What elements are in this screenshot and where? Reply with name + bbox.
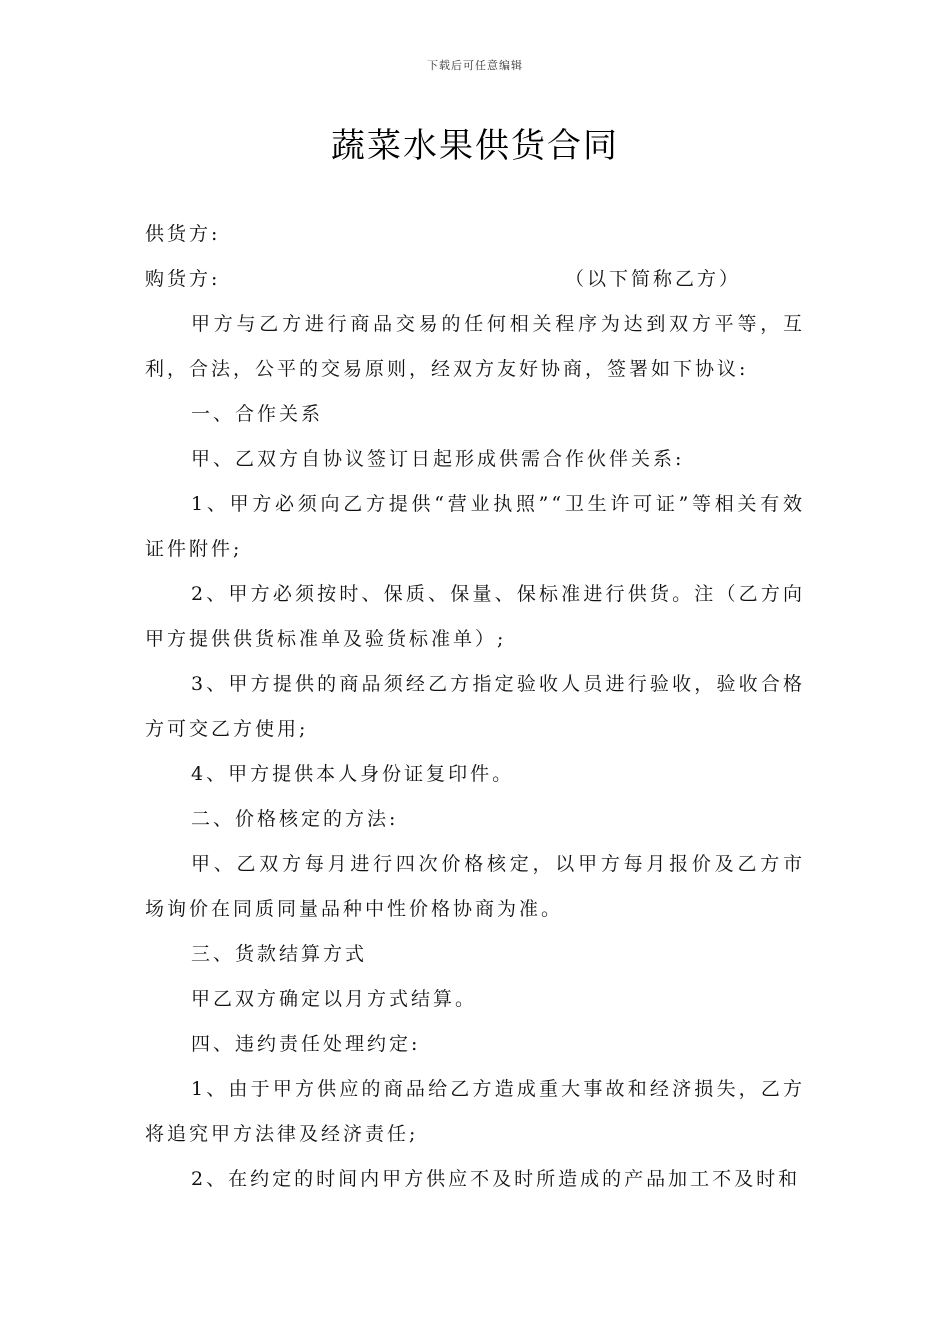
document-title: 蔬菜水果供货合同	[331, 126, 619, 166]
section-heading-liability: 四、违约责任处理约定:	[191, 1033, 421, 1055]
clause-paragraph: 1、由于甲方供应的商品给乙方造成重大事故和经济损失，乙方将追究甲方法律及经济责任;	[145, 1078, 805, 1145]
buyer-label: 购货方:	[145, 268, 221, 290]
clause-paragraph: 甲乙双方确定以月方式结算。	[191, 988, 478, 1010]
intro-paragraph: 甲方与乙方进行商品交易的任何相关程序为达到双方平等，互利，合法，公平的交易原则，经双方友好协商，签署如下协议:	[145, 313, 805, 380]
clause-paragraph: 1、甲方必须向乙方提供“营业执照”“卫生许可证”等相关有效证件附件;	[145, 493, 805, 560]
clause-paragraph: 2、在约定的时间内甲方供应不及时所造成的产品加工不及时和	[191, 1168, 801, 1190]
section-heading-pricing: 二、价格核定的方法:	[191, 808, 399, 830]
section-heading-settlement: 三、货款结算方式	[191, 943, 368, 965]
clause-paragraph: 甲、乙双方自协议签订日起形成供需合作伙伴关系:	[191, 448, 685, 470]
clause-paragraph: 4、甲方提供本人身份证复印件。	[191, 763, 515, 785]
supplier-line: 供货方:	[145, 223, 221, 245]
buyer-note: （以下简称乙方）	[565, 268, 742, 290]
buyer-line	[145, 257, 805, 302]
page-header-note: 下载后可任意编辑	[427, 59, 523, 72]
section-heading-cooperation: 一、合作关系	[191, 403, 324, 425]
clause-paragraph: 甲、乙双方每月进行四次价格核定，以甲方每月报价及乙方市场询价在同质同量品种中性价格协商为准。	[145, 853, 805, 920]
clause-paragraph: 3、甲方提供的商品须经乙方指定验收人员进行验收，验收合格方可交乙方使用;	[145, 673, 805, 740]
clause-paragraph: 2、甲方必须按时、保质、保量、保标准进行供货。注（乙方向甲方提供供货标准单及验货标准单）;	[145, 583, 805, 650]
document-body	[145, 212, 805, 1202]
